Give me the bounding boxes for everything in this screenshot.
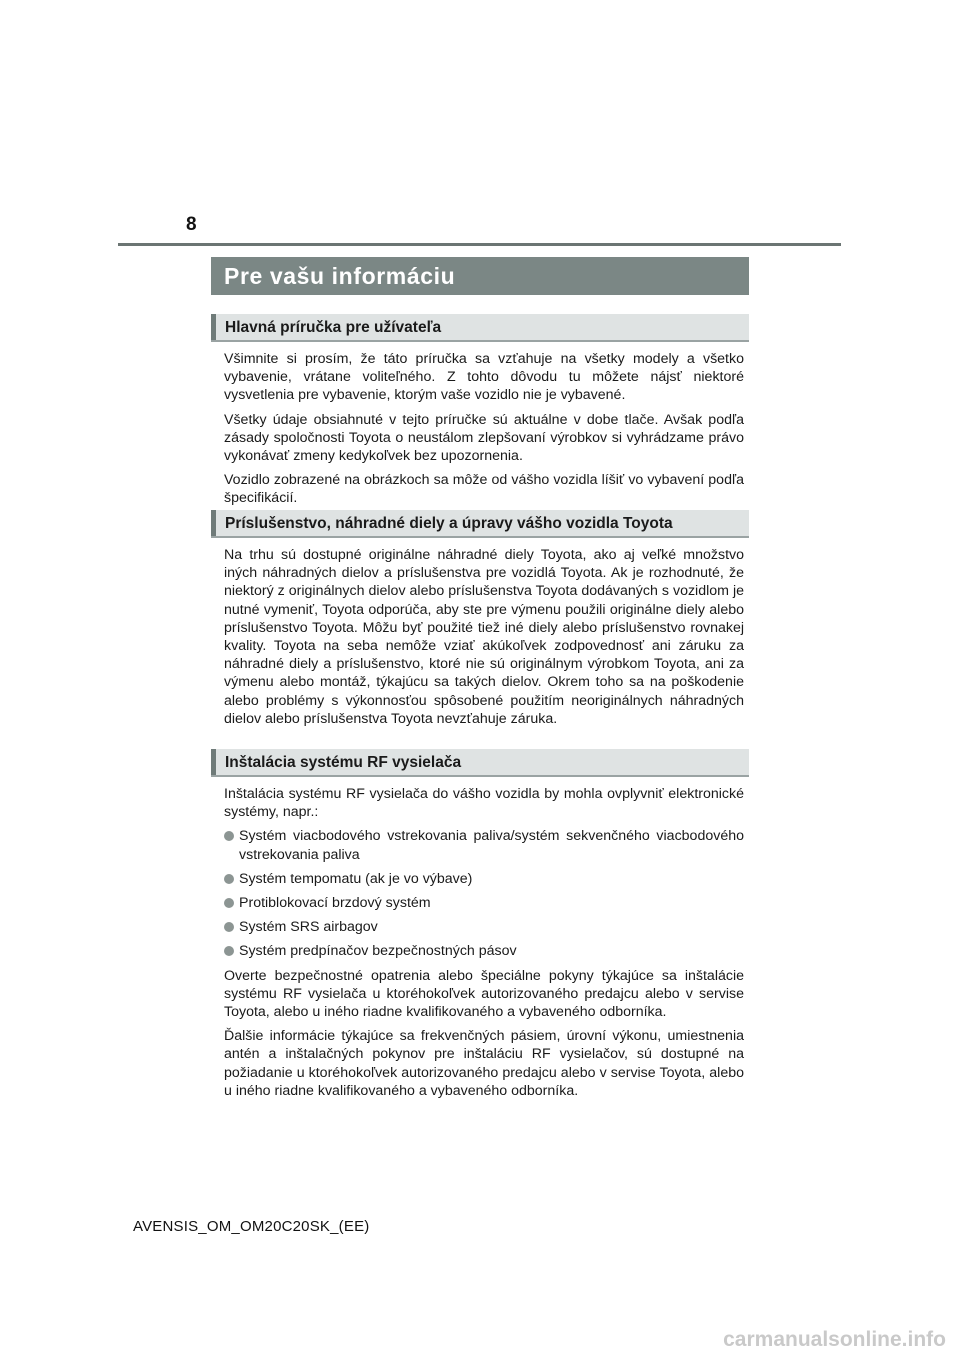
paragraph: Na trhu sú dostupné originálne náhradné diely Toyota, ako aj veľké množstvo iných náhradných dielov a príslušenstva pre vozidlá Toyota. Ak je rozhodnuté, že niektorý z originálnych dielov alebo príslušenstva Toyota dodávaných s vozidlom je nutné vymeniť, Toyota odporúča, aby ste pre výmenu použili originálne diely alebo príslušenstvo Toyota. Môžu byť použité tiež iné diely alebo príslušenstvo rovnakej kvality. Toyota na seba nemôže vziať akúkoľvek zodpovednosť ani záruku za náhradné diely a príslušenstvo, ktoré nie sú originálnym výrobkom Toyota, ani za výmenu alebo montáž, týkajúcu sa takých dielov. Okrem toho sa na poškodenie alebo problémy s výkonnosťou spôsobené použitím neoriginálnych náhradných dielov alebo príslušenstva Toyota nevzťahuje záruka.	[224, 547, 744, 727]
list-item	[224, 918, 744, 936]
list-item-text: Systém viacbodového vstrekovania paliva/systém sekvenčného viacbodového vstrekovania paliva	[239, 828, 744, 863]
paragraph: Vozidlo zobrazené na obrázkoch sa môže od vášho vozidla líšiť vo vybavení podľa špecifikácií.	[224, 472, 744, 507]
list-item-text: Protiblokovací brzdový systém	[239, 895, 431, 912]
section-body-accessories	[224, 546, 744, 734]
list-item	[224, 894, 744, 912]
section-heading: Inštalácia systému RF vysielača	[225, 754, 462, 771]
section-header-accessories	[211, 510, 749, 538]
paragraph: Ďalšie informácie týkajúce sa frekvenčných pásiem, úrovní výkonu, umiestnenia antén a inštalačných pokynov pre inštaláciu RF vysielačov, sú dostupné na požiadanie u ktoréhokoľvek autorizovaného predajcu alebo v servise Toyota, alebo u iného riadne kvalifikovaného a vybaveného odborníka.	[224, 1028, 744, 1099]
page-title: Pre vašu informáciu	[211, 257, 749, 295]
list-item-text: Systém tempomatu (ak je vo výbave)	[239, 870, 473, 887]
list-item	[224, 942, 744, 960]
paragraph: Všetky údaje obsiahnuté v tejto príručke sú aktuálne v dobe tlače. Avšak podľa zásady spoločnosti Toyota o neustálom zlepšovaní výrobkov si vyhrádzame právo vykonávať zmeny kedykoľvek bez upozornenia.	[224, 411, 744, 465]
top-divider	[118, 243, 841, 246]
section-accent-bar	[211, 314, 216, 340]
page-number: 8	[186, 214, 197, 235]
section-accent-bar	[211, 749, 216, 775]
list-item	[224, 827, 744, 863]
paragraph: Všimnite si prosím, že táto príručka sa vzťahuje na všetky modely a všetko vybavenie, vrátane voliteľného. Z tohto dôvodu tu môžete nájsť niektoré vysvetlenia pre vybavenie, ktorým vaše vozidlo nie je vybavené.	[224, 351, 744, 404]
bullet-icon	[224, 898, 234, 908]
section-header-rf-transmitter	[211, 749, 749, 777]
bullet-icon	[224, 922, 234, 932]
section-header-user-manual	[211, 314, 749, 342]
bullet-icon	[224, 946, 234, 956]
list-item-text: Systém predpínačov bezpečnostných pásov	[239, 943, 517, 960]
paragraph: Inštalácia systému RF vysielača do vášho vozidla by mohla ovplyvniť elektronické systémy, napr.:	[224, 786, 744, 821]
section-heading: Hlavná príručka pre užívateľa	[225, 319, 442, 336]
list-item	[224, 870, 744, 888]
bullet-icon	[224, 874, 234, 884]
section-body-rf-transmitter	[224, 785, 744, 1106]
paragraph: Overte bezpečnostné opatrenia alebo špeciálne pokyny týkajúce sa inštalácie systému RF vysielača u ktoréhokoľvek autorizovaného predajcu alebo v servise Toyota, alebo u iného riadne kvalifikovaného a vybaveného odborníka.	[224, 967, 744, 1021]
list-item-text: Systém SRS airbagov	[239, 919, 378, 936]
section-accent-bar	[211, 510, 216, 536]
section-heading: Príslušenstvo, náhradné diely a úpravy vášho vozidla Toyota	[225, 515, 673, 532]
footer-document-code: AVENSIS_OM_OM20C20SK_(EE)	[133, 1218, 370, 1235]
section-body-user-manual	[224, 350, 744, 514]
bullet-icon	[224, 831, 234, 841]
watermark: carmanualsonline.info	[723, 1328, 946, 1351]
